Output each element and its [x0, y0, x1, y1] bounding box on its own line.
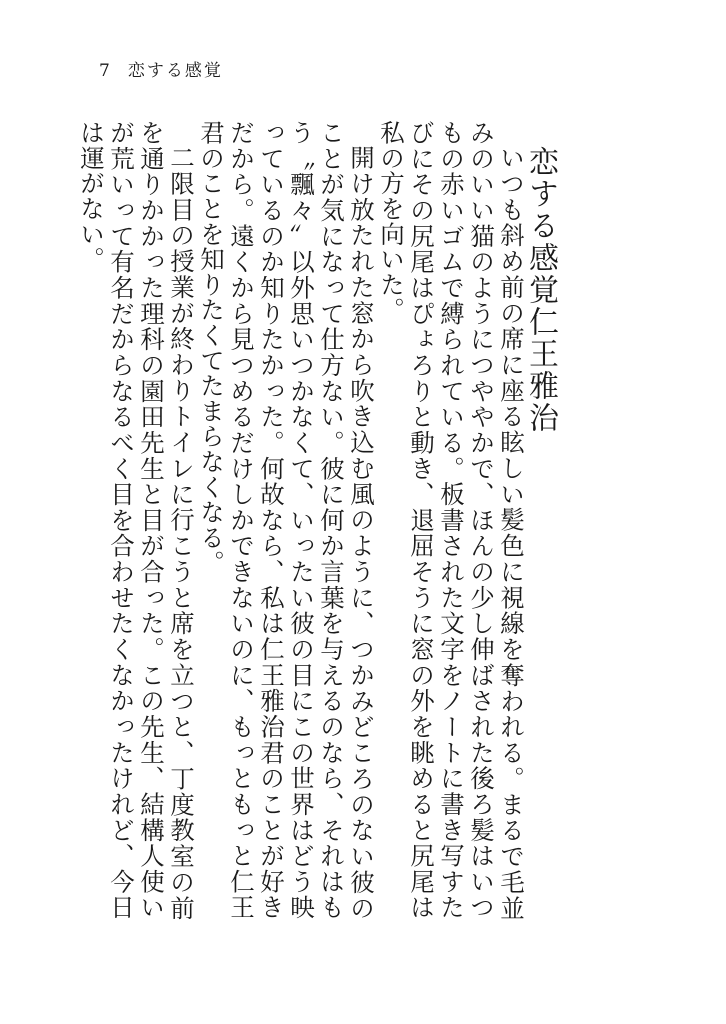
paragraph-3: 二限目の授業が終わりトイレに行こうと席を立つと、丁度教室の前を通りかかった理科の園田先生と目が合った。この先生、結構人使いが荒いって有名だからなるべく目を合わせたくなかったけれど、今日は運がない。 — [77, 120, 196, 920]
title-block — [523, 146, 608, 466]
paragraph-1: いつも斜め前の席に座る眩しい髪色に視線を奪われる。まるで毛並みのいい猫のようにつややかで、ほんの少し伸ばされた後ろ髪はいつもの赤いゴムで縛られている。板書された文字をノートに書き写すたびにその尻尾はぴょろりと動き、退屈そうに窓の外を眺めると尻尾は私の方を向いた。 — [377, 120, 526, 920]
running-header — [99, 56, 223, 81]
story-title: 恋する感覚 — [523, 146, 558, 306]
body-text — [77, 120, 526, 920]
paragraph-2: 開け放たれた窓から吹き込む風のように、つかみどころのない彼のことが気になって仕方ない。彼に何か言葉を与えるのなら、それはもう〝飄々〟以外思いつかなくて、いったい彼の目にこの世界はどう映っているのか知りたかった。何故なら、私は仁王雅治君のことが好きだから。遠くから見つめるだけしかできないのに、もっともっと仁王君のことを知りたくてたまらなくなる。 — [197, 120, 376, 920]
page-number: 7 — [99, 61, 112, 81]
author-name: 仁王雅治 — [523, 306, 558, 434]
running-title: 恋する感覚 — [127, 61, 223, 81]
